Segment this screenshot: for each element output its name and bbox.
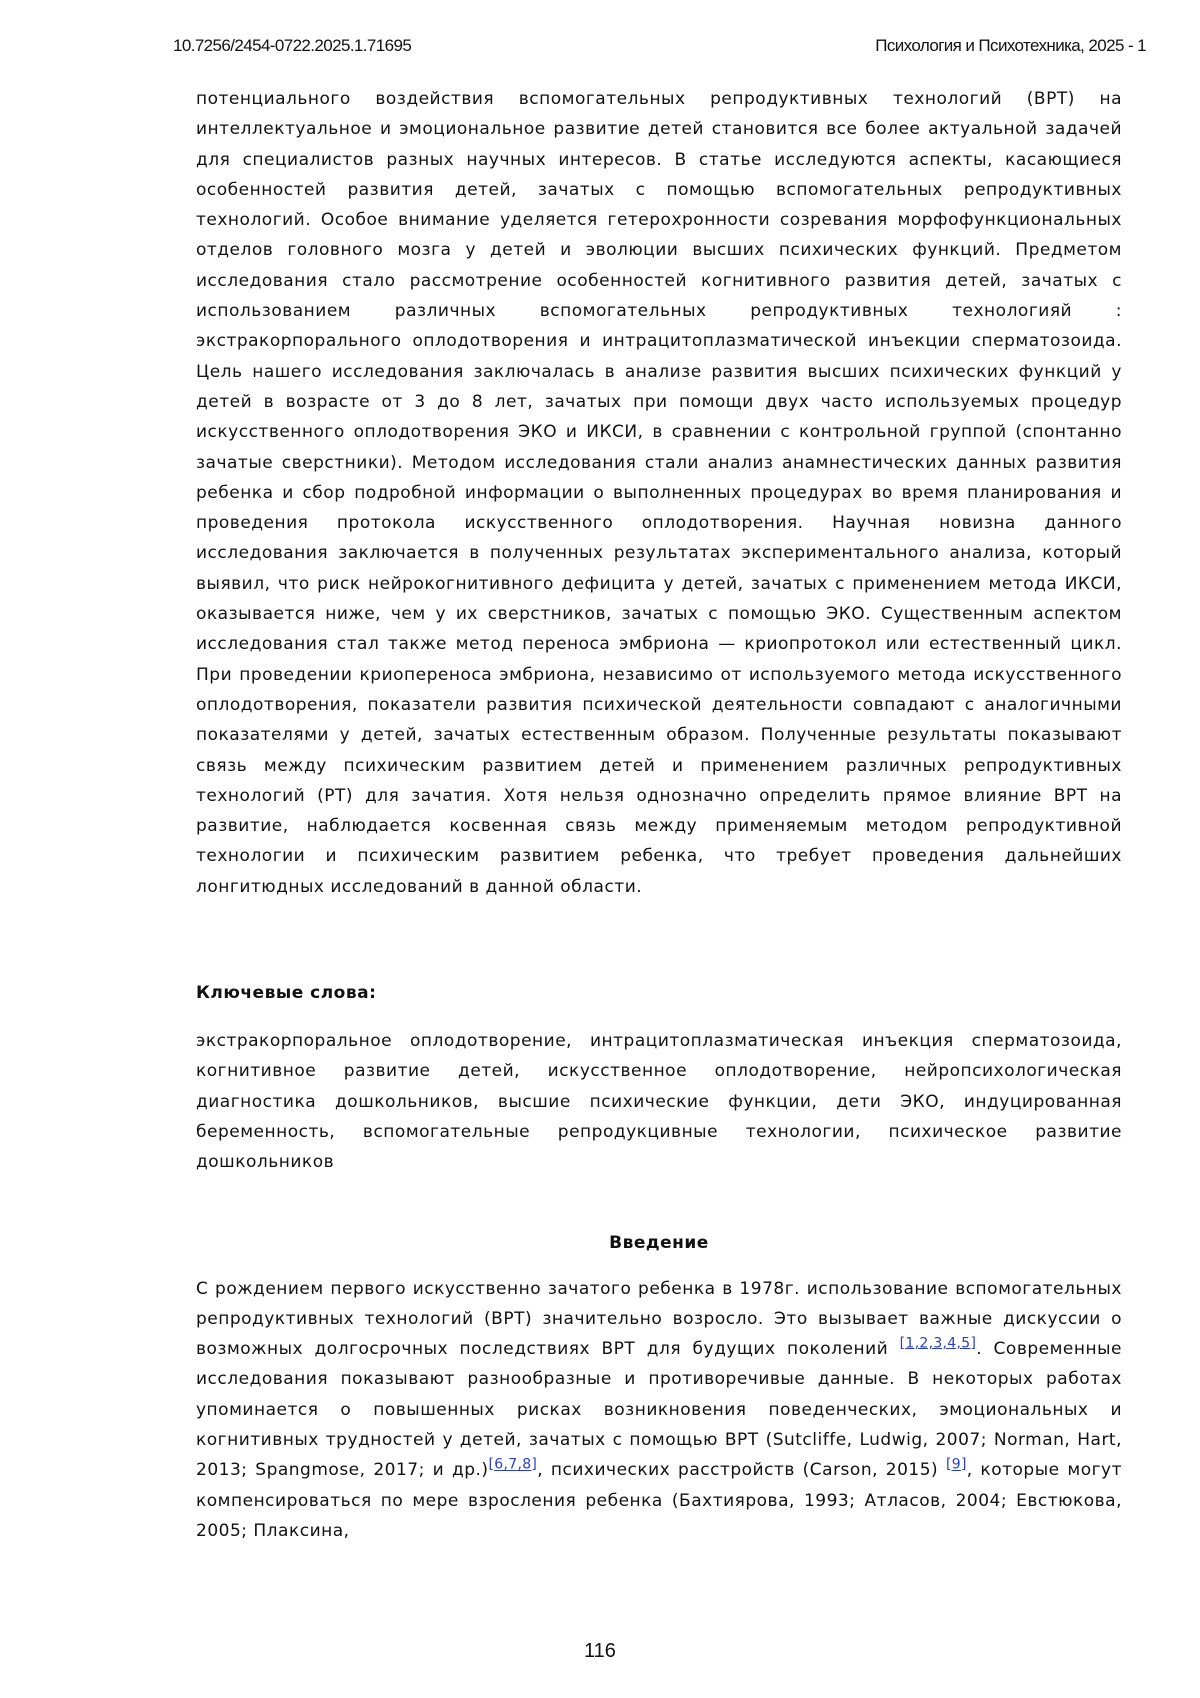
section-title-introduction: Введение (196, 1228, 1122, 1258)
introduction-paragraph (196, 1274, 1122, 1547)
citation-link-9[interactable]: [9] (946, 1457, 967, 1473)
intro-text-part-1: С рождением первого искусственно зачатого ребенка в 1978г. использование вспомогательных репродуктивных технологий (ВРТ) значительно возросло. Это вызывает важные дискуссии о возможных долгосрочных последствиях ВРТ для будущих поколений (196, 1279, 1122, 1360)
abstract-text: потенциального воздействия вспомогательных репродуктивных технологий (ВРТ) на интеллектуальное и эмоциональное развитие детей становится все более актуальной задачей для специалистов разных научных интересов. В статье исследуются аспекты, касающиеся особенностей развития детей, зачатых с помощью вспомогательных репродуктивных технологий. Особое внимание уделяется гетерохронности созревания морфофункциональных отделов головного мозга у детей и эволюции высших психических функций. Предметом исследования стало рассмотрение особенностей когнитивного развития детей, зачатых с использованием различных вспомогательных репродуктивных технологияй : экстракорпорального оплодотворения и интрацитоплазматической инъекции сперматозоида. Цель нашего исследования заключалась в анализе развития высших психических функций у детей в возрасте от 3 до 8 лет, зачатых при помощи двух часто используемых процедур искусственного оплодотворения ЭКО и ИКСИ, в сравнении с контрольной группой (спонтанно зачатые сверстники). Методом исследования стали анализ анамнестических данных развития ребенка и сбор подробной информации о выполненных процедурах во время планирования и проведения протокола искусственного оплодотворения. Научная новизна данного исследования заключается в полученных результатах экспериментального анализа, который выявил, что риск нейрокогнитивного дефицита у детей, зачатых с применением метода ИКСИ, оказывается ниже, чем у их сверстников, зачатых с помощью ЭКО. Существенным аспектом исследования стал также метод переноса эмбриона — криопротокол или естественный цикл. При проведении криопереноса эмбриона, независимо от используемого метода искусственного оплодотворения, показатели развития психической деятельности совпадают с аналогичными показателями у детей, зачатых естественным образом. Полученные результаты показывают связь между психическим развитием детей и применением различных репродуктивных технологий (РТ) для зачатия. Хотя нельзя однозначно определить прямое влияние ВРТ на развитие, наблюдается косвенная связь между применяемым методом репродуктивной технологии и психическим развитием ребенка, что требует проведения дальнейших лонгитюдных исследований в данной области. (196, 84, 1122, 902)
keywords-title: Ключевые слова: (196, 978, 1122, 1008)
doi-header: 10.7256/2454-0722.2025.1.71695 (173, 36, 411, 56)
citation-link-6-8[interactable]: [6,7,8] (489, 1457, 538, 1473)
intro-text-part-4: , которые могут компенсироваться по мере взросления ребенка (Бахтиярова, 1993; Атласов, 2004; Евстюкова, 2005; Плаксина, (196, 1460, 1122, 1541)
citation-link-1-5[interactable]: [1,2,3,4,5] (900, 1335, 977, 1351)
journal-header: Психология и Психотехника, 2025 - 1 (875, 36, 1146, 56)
page-number: 116 (0, 1640, 1200, 1663)
intro-text-part-2: . Современные исследования показывают разнообразные и противоречивые данные. В некоторых работах упоминается о повышенных рисках возникновения поведенческих, эмоциональных и когнитивных трудностей у детей, зачатых с помощью ВРТ (Sutcliffe, Ludwig, 2007; Norman, Hart, 2013; Spangmose, 2017; и др.) (196, 1339, 1122, 1480)
article-body (196, 84, 1122, 1546)
intro-text-part-3: , психических расстройств (Carson, 2015) (537, 1460, 946, 1480)
keywords-text: экстракорпоральное оплодотворение, интрацитоплазматическая инъекция сперматозоида, когнитивное развитие детей, искусственное оплодотворение, нейропсихологическая диагностика дошкольников, высшие психические функции, дети ЭКО, индуцированная беременность, вспомогательные репродукцивные технологии, психическое развитие дошкольников (196, 1026, 1122, 1177)
